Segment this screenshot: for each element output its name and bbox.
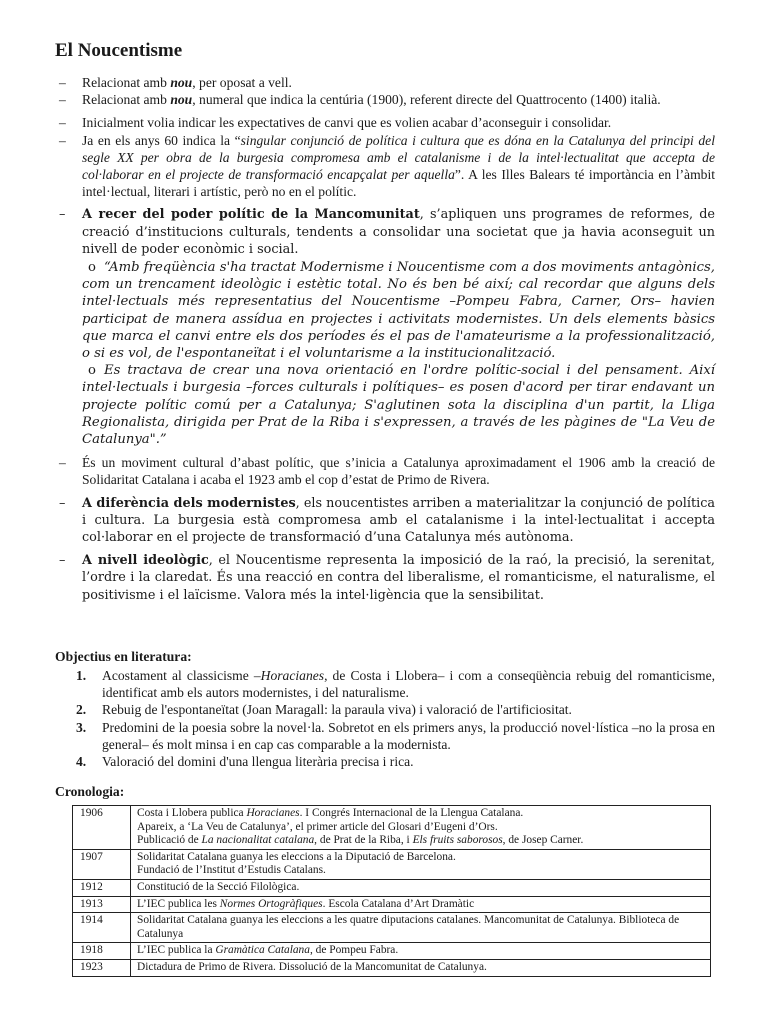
sub-list: [82, 259, 715, 448]
event-cell: Solidaritat Catalana guanya les eleccions a les quatre diputacions catalanes. Mancomunitat de Catalunya. Biblioteca de Catalunya: [131, 913, 711, 943]
list-item: – A nivell ideològic, el Noucentisme representa la imposició de la raó, la precisió, la serenitat, l’ordre i la claredat. És una reacció en contra del liberalisme, el romanticisme, el naturalisme, el positivisme i el laïcisme. Valora més la intel·ligència que la sensibilitat.: [59, 553, 715, 603]
event-cell: Dictadura de Primo de Rivera. Dissolució de la Mancomunitat de Catalunya.: [131, 959, 711, 976]
list-item: 3. Predomini de la poesia sobre la novel·la. Sobretot en els primers anys, la producció novel·lística –no la prosa en general– és molt minsa i en cap cas comparable a la modernista.: [76, 719, 715, 752]
dash-marker: –: [59, 132, 66, 148]
dash-marker: –: [59, 115, 66, 131]
list-item: 2. Rebuig de l'espontaneïtat (Joan Maragall: la paraula viva) i valoració de l'artificiositat.: [76, 702, 572, 718]
table-row: [73, 879, 711, 896]
bold-lead: A diferència dels modernistes: [82, 495, 296, 511]
sub-list-item: o Es tractava de crear una nova orientació en l'ordre polític-social i del pensament. Així intel·lectuals i burgesia –forces culturals i polítiques– es posen d'acord per tirar endavant un projecte polític comú per a Catalunya; S'aglutinen sota la disciplina d'un partit, la Lliga Regionalista, dirigida per Prat de la Riba i s'expressen, a través de les pàgines de "La Veu de Catalunya".”: [82, 363, 715, 448]
list-item: – Ja en els anys 60 indica la “singular conjunció de política i cultura que es dóna en la Catalunya del principi del segle XX per obra de la burgesia compromesa amb el catalanisme i de la intel·lectualitat que accepta de col·laborar en el projecte de transformació encapçalat per aquella”. A les Illes Balears té importància en l’àmbit intel·lectual, literari i artístic, però no en el polític.: [59, 132, 715, 200]
table-row: [73, 959, 711, 976]
dash-marker: –: [59, 75, 66, 90]
year-cell: 1914: [73, 913, 131, 943]
list-item: – Inicialment volia indicar les expectatives de canvi que es volien acabar d’aconseguir i consolidar.: [59, 115, 612, 131]
event-cell: L’IEC publica les Normes Ortogràfiques. Escola Catalana d’Art Dramàtic: [131, 896, 711, 913]
dash-marker: –: [59, 92, 66, 108]
sub-list-item: o “Amb freqüència s'ha tractat Modernisme i Noucentisme com a dos moviments antagònics, com un trencament ideològic i estètic total. No és ben bé així; cal recordar que alguns dels intel·lectuals més representatius del Noucentisme –Pompeu Fabra, Carner, Ors– havien participat de manera assídua en projectes i activitats modernistes. Un dels elements bàsics que marca el canvi entre els dos períodes és el pas de l'amateurisme a la professionalització, o si es vol, de l'espontaneïtat i el voluntarisme a la institucionalització.: [82, 260, 715, 362]
table-row: [73, 896, 711, 913]
bold-lead: A nivell ideològic: [82, 553, 209, 569]
dash-marker: –: [59, 455, 66, 471]
cronologia-heading: Cronologia:: [55, 784, 125, 799]
list-item: 4. Valoració del domini d'una llengua literària precisa i rica.: [76, 754, 414, 770]
year-cell: 1907: [73, 849, 131, 879]
page-title: El Noucentisme: [55, 40, 183, 61]
event-cell: Costa i Llobera publica Horacianes. I Congrés Internacional de la Llengua Catalana. Apareix, a ‘La Veu de Catalunya’, el primer article del Glosari d’Eugeni d’Ors. Publicació de La nacionalitat catalana, de Prat de la Riba, i Els fruits saborosos, de Josep Carner.: [131, 806, 711, 850]
objectius-heading: Objectius en literatura:: [55, 649, 192, 664]
list-item: – És un moviment cultural d’abast polític, que s’inicia a Catalunya aproximadament el 1906 amb la creació de Solidaritat Catalana i acaba el 1923 amb el cop d’estat de Primo de Rivera.: [59, 455, 715, 488]
list-item: – Relacionat amb nou, numeral que indica la centúria (1900), referent directe del Quattrocento (1400) italià.: [59, 92, 661, 108]
objectius-list: [57, 667, 715, 770]
intro-bullet-list: [57, 74, 715, 604]
cronologia-table: [72, 805, 711, 977]
bold-lead: A recer del poder polític de la Mancomunitat: [82, 207, 420, 223]
event-cell: Constitució de la Secció Filològica.: [131, 879, 711, 896]
year-cell: 1906: [73, 806, 131, 850]
table-row: [73, 849, 711, 879]
quote-text: singular conjunció de política i cultura que es dóna en la Catalunya del principi del segle XX per obra de la burgesia compromesa amb el catalanisme i de la intel·lectualitat que accepta de col·laborar en el projecte de transformació encapçalat per aquella: [82, 132, 715, 183]
year-cell: 1918: [73, 943, 131, 960]
dash-marker: –: [59, 495, 66, 511]
list-item: – A recer del poder polític de la Mancomunitat, s’apliquen uns programes de reformes, de creació d’institucions culturals, tendents a consolidar una societat que ja havia aconseguit un nivell de poder econòmic i social. o “Amb freqüència s'ha tractat Modernisme i Noucentisme com a dos moviments antagònics, com un trencament ideològic i estètic total. No és ben bé així; cal recordar que alguns dels intel·lectuals més representatius del Noucentisme –Pompeu Fabra, Carner, Ors– havien participat de manera assídua en projectes i activitats modernistes. Un dels elements bàsics que marca el canvi entre els dos períodes és el pas de l'amateurisme a la professionalització, o si es vol, de l'espontaneïtat i el voluntarisme a la institucionalització. o Es tractava de crear una nova orientació en l'ordre polític-social i del pensament. Així intel·lectuals i burgesia –forces culturals i polítiques– es posen d'acord per tirar endavant un projecte polític comú per a Catalunya; S'aglutinen sota la disciplina d'un partit, la Lliga Regionalista, dirigida per Prat de la Riba i s'expressen, a través de les pàgines de "La Veu de Catalunya".”: [59, 207, 716, 448]
table-row: [73, 806, 711, 850]
table-row: [73, 943, 711, 960]
dash-marker: –: [59, 207, 66, 223]
list-item: – A diferència dels modernistes, els noucentistes arriben a materialitzar la conjunció de política i cultura. La burgesia està compromesa amb el catalanisme i la intel·lectualitat i accepta col·laborar en el projecte de transformació d’una Catalunya més autònoma.: [59, 495, 715, 546]
table-row: [73, 913, 711, 943]
dash-marker: –: [59, 553, 66, 569]
year-cell: 1913: [73, 896, 131, 913]
list-item: 1. Acostament al classicisme –Horacianes, de Costa i Llobera– i com a conseqüència rebuig del romanticisme, identificat amb els autors modernistes, i del naturalisme.: [76, 668, 716, 701]
event-cell: L’IEC publica la Gramàtica Catalana, de Pompeu Fabra.: [131, 943, 711, 960]
year-cell: 1912: [73, 879, 131, 896]
list-item: – Relacionat amb nou, per oposat a vell.: [59, 75, 292, 90]
year-cell: 1923: [73, 959, 131, 976]
event-cell: Solidaritat Catalana guanya les eleccions a la Diputació de Barcelona. Fundació de l’Institut d’Estudis Catalans.: [131, 849, 711, 879]
